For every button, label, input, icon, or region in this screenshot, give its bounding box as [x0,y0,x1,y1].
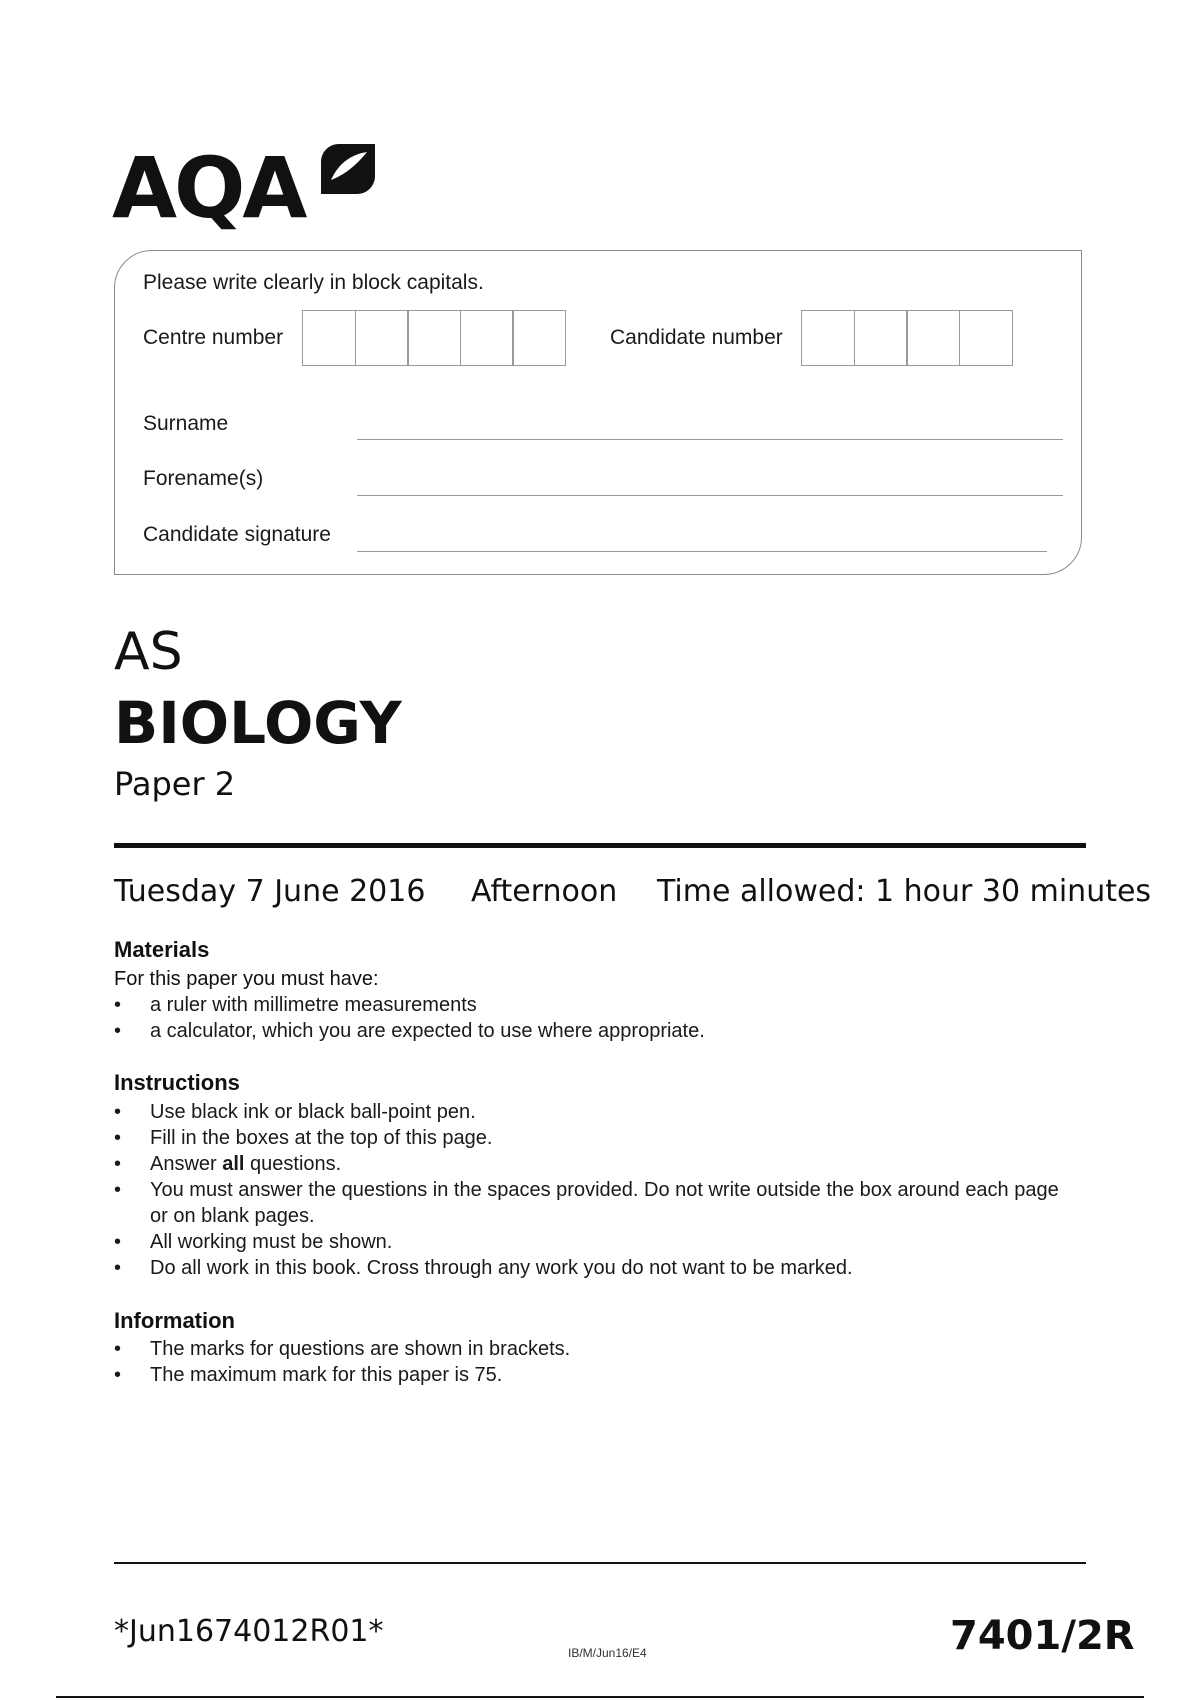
centre-number-label: Centre number [143,326,284,349]
materials-list [114,992,1074,1044]
paper-code: 7401/2R [950,1613,1135,1659]
information-heading: Information [114,1308,235,1333]
candidate-number-boxes [801,310,1013,366]
page-bottom-rule [56,1696,1144,1698]
paper-number: Paper 2 [114,765,236,803]
list-item: • The marks for questions are shown in brackets. [114,1338,571,1360]
aqa-logo [112,132,382,237]
materials-intro: For this paper you must have: [114,968,379,990]
exam-session: Afternoon [471,874,618,909]
centre-number-digit-box[interactable] [302,310,356,366]
block-capitals-instruction: Please write clearly in block capitals. [143,271,484,294]
candidate-number-digit-box[interactable] [854,310,908,366]
surname-field[interactable] [357,439,1063,440]
candidate-details-box [114,250,1082,575]
candidate-number-digit-box[interactable] [801,310,855,366]
forenames-field[interactable] [357,495,1063,496]
qualification-level: AS [114,622,183,682]
candidate-number-label: Candidate number [610,326,783,349]
document-reference: IB/M/Jun16/E4 [568,1646,647,1660]
list-item: • The maximum mark for this paper is 75. [114,1364,503,1386]
list-item: • Answer all questions. [114,1153,342,1175]
aqa-logo-text: AQA [112,139,305,237]
signature-field[interactable] [357,551,1047,552]
time-allowed: Time allowed: 1 hour 30 minutes [657,874,1152,909]
list-item: • a calculator, which you are expected to use where appropriate. [114,1020,705,1042]
answer-all-text: Answer all questions. [150,1153,342,1175]
surname-label: Surname [143,412,229,435]
forenames-label: Forename(s) [143,467,264,490]
information-list [114,1336,1074,1388]
candidate-number-digit-box[interactable] [959,310,1013,366]
candidate-number-digit-box[interactable] [906,310,960,366]
footer-divider [114,1562,1086,1564]
list-item: • You must answer the questions in the spaces provided. Do not write outside the box around each page or on blank pages. [114,1179,1059,1227]
signature-label: Candidate signature [143,523,331,546]
centre-number-digit-box[interactable] [460,310,514,366]
aqa-leaf-icon [317,136,379,198]
centre-number-digit-box[interactable] [355,310,409,366]
instructions-list [114,1099,1074,1281]
list-item: • All working must be shown. [114,1231,393,1253]
centre-number-boxes [302,310,566,366]
list-item: • Use black ink or black ball-point pen. [114,1101,476,1123]
list-item: • a ruler with millimetre measurements [114,994,477,1016]
materials-heading: Materials [114,937,210,962]
title-divider [114,843,1086,848]
list-item: • Do all work in this book. Cross through any work you do not want to be marked. [114,1257,853,1279]
centre-number-digit-box[interactable] [512,310,566,366]
centre-number-digit-box[interactable] [407,310,461,366]
barcode-text: *Jun1674012R01* [114,1614,384,1649]
instructions-heading: Instructions [114,1070,240,1095]
subject-title: BIOLOGY [114,689,402,757]
exam-date: Tuesday 7 June 2016 [114,874,426,909]
list-item: • Fill in the boxes at the top of this page. [114,1127,493,1149]
